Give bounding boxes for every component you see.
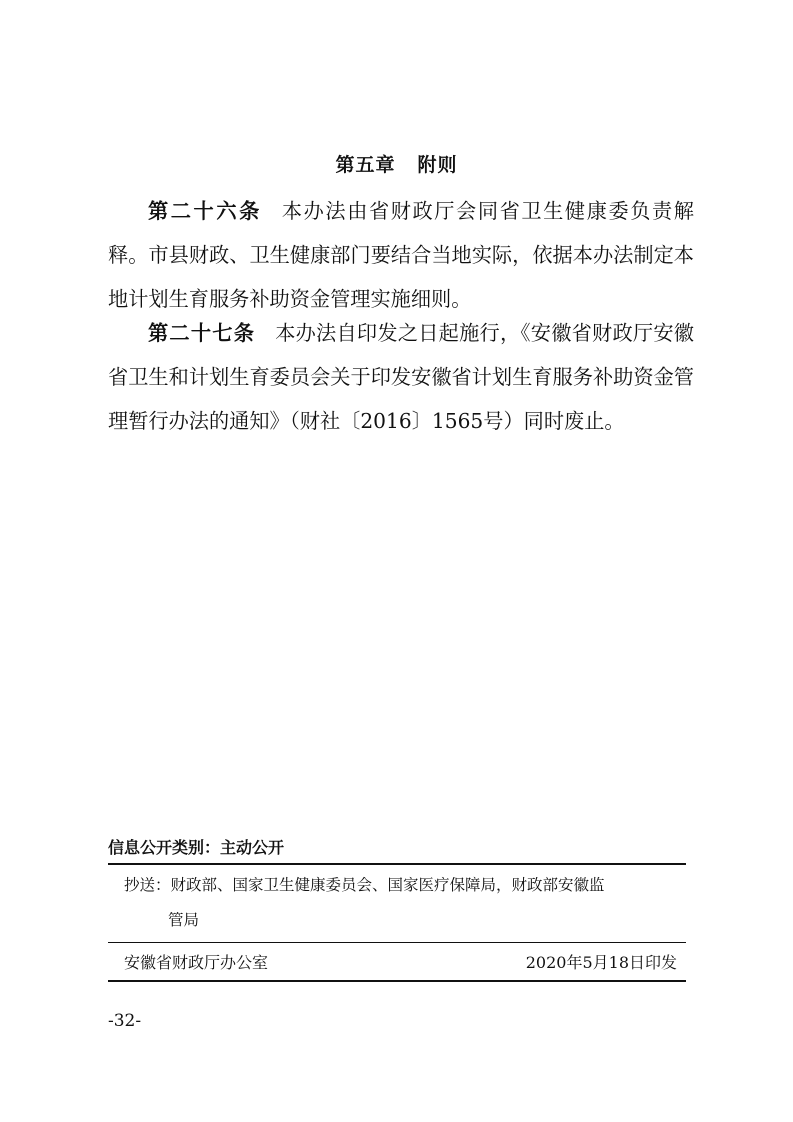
chapter-number: 第五章 [335,154,396,176]
article-27 [108,311,694,443]
bottom-rule [108,980,686,982]
disclosure-category: 信息公开类别：主动公开 [108,838,285,857]
chapter-title: 附则 [417,154,458,176]
chapter-heading [0,150,793,177]
page-number: -32- [108,1011,142,1031]
cc-line-2: 管局 [168,911,200,929]
article-27-text: 本办法自印发之日起施行，《安徽省财政厅安徽省卫生和计划生育委员会关于印发安徽省计划生育服务补助资金管理暂行办法的通知》（财社〔2016〕1565号）同时废止。 [108,321,694,433]
cc-line-1: 抄送：财政部、国家卫生健康委员会、国家医疗保障局，财政部安徽监 [124,876,605,894]
article-26 [108,189,694,321]
issue-date: 2020年5月18日印发 [525,953,677,972]
article-27-label: 第二十七条 [148,321,256,345]
article-26-label: 第二十六条 [148,199,262,223]
top-rule [108,863,686,865]
article-26-text: 本办法由省财政厅会同省卫生健康委负责解释。市县财政、卫生健康部门要结合当地实际，依据本办法制定本地计划生育服务补助资金管理实施细则。 [108,199,694,311]
middle-rule [108,942,686,943]
issuer: 安徽省财政厅办公室 [124,953,269,972]
cc-list [124,868,684,938]
